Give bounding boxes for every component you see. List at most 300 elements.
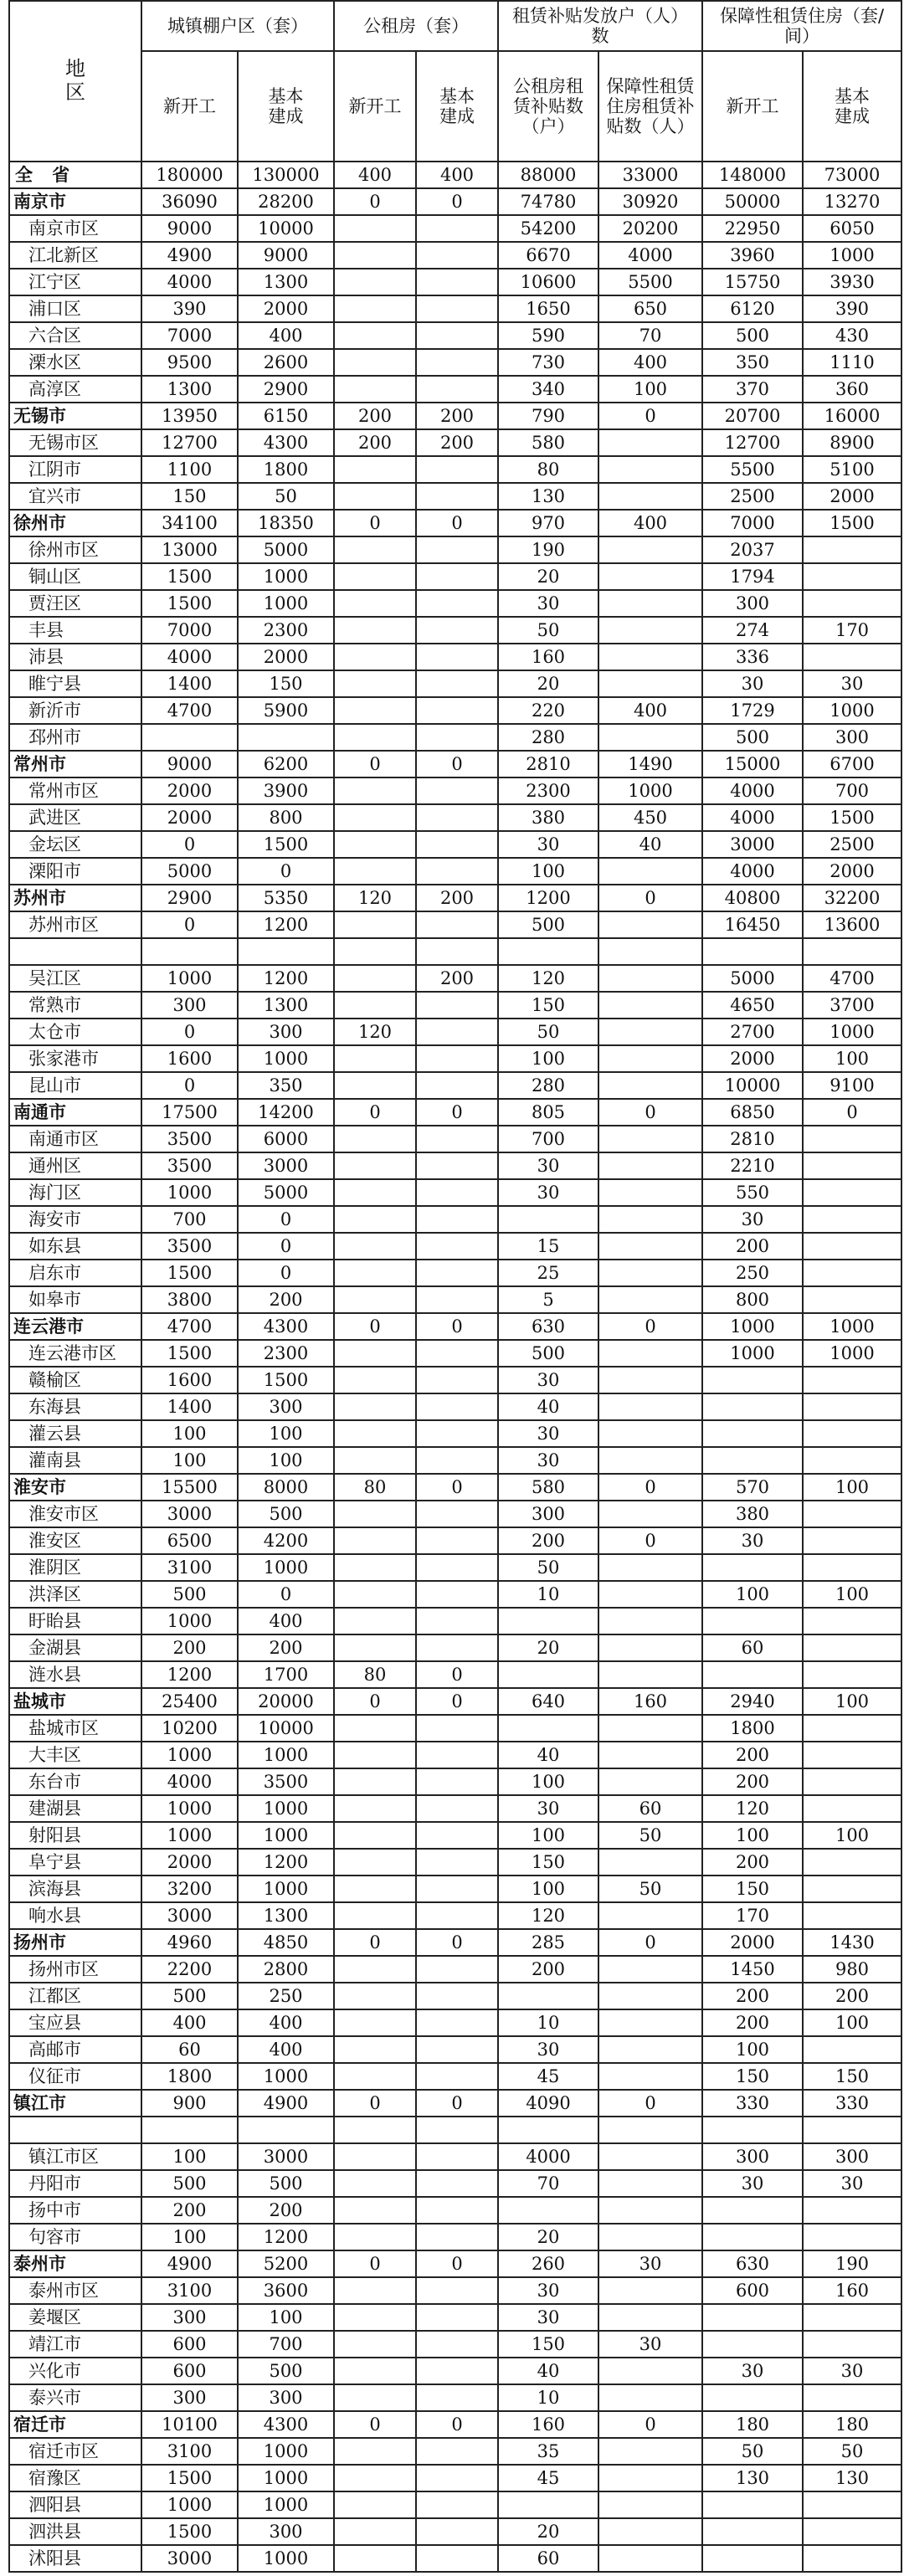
value-cell [334,1340,416,1367]
value-cell [416,2438,498,2465]
value-cell [334,1260,416,1286]
value-cell [702,2545,803,2572]
value-cell [416,1286,498,1313]
value-cell [334,1581,416,1608]
value-cell: 300 [238,2518,334,2545]
region-name-cell: 六合区 [9,322,141,349]
value-cell [416,617,498,644]
table-row [9,911,901,938]
value-cell: 50 [598,1876,702,1902]
value-cell: 1000 [803,697,901,724]
table-row [9,858,901,885]
value-cell: 88000 [498,162,598,188]
value-cell [334,2331,416,2358]
value-cell [598,2277,702,2304]
value-cell: 0 [416,751,498,777]
value-cell [334,1367,416,1393]
value-cell: 15000 [702,751,803,777]
value-cell: 150 [803,2063,901,2090]
region-name-cell: 吴江区 [9,965,141,992]
value-cell [416,1340,498,1367]
table-row [9,349,901,376]
value-cell: 0 [416,1661,498,1688]
value-cell: 380 [498,804,598,831]
value-cell [334,2384,416,2411]
value-cell [498,1661,598,1688]
value-cell: 150 [498,2331,598,2358]
region-name-cell: 赣榆区 [9,1367,141,1393]
value-cell: 1300 [141,376,238,403]
value-cell [416,2465,498,2491]
value-cell [803,1742,901,1768]
table-row [9,1956,901,1983]
value-cell [416,1983,498,2009]
value-cell [803,2384,901,2411]
value-cell [416,1822,498,1849]
value-cell: 5100 [803,456,901,483]
value-cell: 1000 [238,563,334,590]
value-cell [598,2143,702,2170]
value-cell: 500 [702,322,803,349]
table-row [9,295,901,322]
value-cell [803,1179,901,1206]
region-name-cell: 灌云县 [9,1420,141,1447]
value-cell [702,1554,803,1581]
table-row [9,322,901,349]
value-cell: 100 [803,1045,901,1072]
value-cell: 30 [498,2304,598,2331]
value-cell [598,1019,702,1045]
value-cell [334,965,416,992]
value-cell: 1600 [141,1367,238,1393]
value-cell: 2900 [238,376,334,403]
value-cell [334,644,416,670]
region-name-cell: 张家港市 [9,1045,141,1072]
value-cell: 300 [803,2143,901,2170]
value-cell [498,2197,598,2224]
table-row [9,2331,901,2358]
region-name-cell: 兴化市 [9,2358,141,2384]
value-cell [803,2518,901,2545]
region-name-cell: 东台市 [9,1768,141,1795]
value-cell: 630 [702,2250,803,2277]
table-row [9,2224,901,2250]
region-name-cell: 溧水区 [9,349,141,376]
value-cell: 285 [498,1929,598,1956]
value-cell: 190 [498,536,598,563]
value-cell: 4900 [141,242,238,269]
value-cell: 150 [498,1849,598,1876]
table-row [9,1902,901,1929]
value-cell [141,724,238,751]
value-cell: 805 [498,1099,598,1126]
value-cell [598,2170,702,2197]
value-cell [803,1608,901,1634]
value-cell [334,483,416,510]
table-row-city [9,1688,901,1715]
value-cell: 3000 [141,1902,238,1929]
value-cell [598,1420,702,1447]
table-row [9,2491,901,2518]
value-cell [334,1045,416,1072]
value-cell: 30 [498,1447,598,1474]
value-cell [334,1715,416,1742]
value-cell [803,1902,901,1929]
region-name-cell: 铜山区 [9,563,141,590]
value-cell: 300 [498,1501,598,1527]
value-cell [416,2036,498,2063]
value-cell: 80 [334,1661,416,1688]
value-cell: 60 [598,1795,702,1822]
value-cell: 300 [238,2384,334,2411]
value-cell [416,2143,498,2170]
value-cell [598,1072,702,1099]
value-cell [803,563,901,590]
value-cell: 200 [141,1634,238,1661]
value-cell [334,724,416,751]
value-cell [598,1045,702,1072]
table-row [9,2465,901,2491]
value-cell: 4000 [702,804,803,831]
value-cell: 45 [498,2465,598,2491]
value-cell: 10100 [141,2411,238,2438]
value-cell: 200 [238,2197,334,2224]
value-cell: 570 [702,1474,803,1501]
value-cell: 4200 [238,1527,334,1554]
value-cell: 0 [416,2090,498,2117]
value-cell: 190 [803,2250,901,2277]
value-cell: 100 [803,1822,901,1849]
region-name-cell: 启东市 [9,1260,141,1286]
value-cell [598,1634,702,1661]
value-cell: 3000 [238,2143,334,2170]
value-cell: 0 [416,1474,498,1501]
value-cell: 0 [334,188,416,215]
table-row-city [9,2090,901,2117]
value-cell [416,242,498,269]
value-cell: 400 [238,2036,334,2063]
value-cell: 1500 [141,1340,238,1367]
value-cell: 5000 [238,1179,334,1206]
value-cell [334,2491,416,2518]
region-name-cell: 东海县 [9,1393,141,1420]
table-row [9,2197,901,2224]
value-cell [803,644,901,670]
table-row [9,1768,901,1795]
region-name-cell: 浦口区 [9,295,141,322]
value-cell [416,1206,498,1233]
value-cell: 1729 [702,697,803,724]
value-cell: 1000 [238,2545,334,2572]
value-cell: 400 [334,162,416,188]
region-name-cell: 宝应县 [9,2009,141,2036]
value-cell: 180 [803,2411,901,2438]
value-cell: 5000 [702,965,803,992]
value-cell: 3930 [803,269,901,295]
value-cell [598,2438,702,2465]
value-cell [598,1340,702,1367]
value-cell: 50 [238,483,334,510]
region-name-cell: 扬州市 [9,1929,141,1956]
value-cell [416,590,498,617]
value-cell: 400 [598,510,702,536]
value-cell [416,1126,498,1152]
value-cell [334,1072,416,1099]
value-cell: 2700 [702,1019,803,1045]
region-name-cell: 沭阳县 [9,2545,141,2572]
value-cell: 3100 [141,1554,238,1581]
header-basic-complete-1: 基本建成 [238,51,334,162]
region-name-cell: 如皋市 [9,1286,141,1313]
value-cell: 4700 [141,697,238,724]
value-cell: 1000 [238,1795,334,1822]
region-name-cell: 江北新区 [9,242,141,269]
value-cell [416,992,498,1019]
value-cell: 30 [498,1420,598,1447]
value-cell: 5000 [238,536,334,563]
value-cell: 100 [238,1447,334,1474]
value-cell: 6000 [238,1126,334,1152]
value-cell: 0 [334,1929,416,1956]
value-cell: 1000 [803,1019,901,1045]
value-cell: 25400 [141,1688,238,1715]
table-row [9,1260,901,1286]
table-row [9,1742,901,1768]
header-basic-complete-3: 基本建成 [803,51,901,162]
value-cell [416,1795,498,1822]
region-name-cell: 连云港市区 [9,1340,141,1367]
value-cell [416,2117,498,2143]
value-cell: 10 [498,1581,598,1608]
value-cell [598,2224,702,2250]
value-cell [334,295,416,322]
value-cell [598,1715,702,1742]
value-cell: 120 [334,1019,416,1045]
value-cell [416,2224,498,2250]
value-cell [416,2491,498,2518]
value-cell [334,2438,416,2465]
value-cell: 3500 [141,1233,238,1260]
table-row [9,1447,901,1474]
value-cell: 0 [598,403,702,429]
value-cell: 7000 [702,510,803,536]
table-row [9,1045,901,1072]
value-cell: 160 [803,2277,901,2304]
value-cell [416,2277,498,2304]
table-row [9,644,901,670]
region-name-cell: 盐城市区 [9,1715,141,1742]
value-cell: 4300 [238,2411,334,2438]
value-cell [334,269,416,295]
value-cell: 1000 [238,590,334,617]
value-cell [416,376,498,403]
value-cell: 1794 [702,563,803,590]
value-cell: 600 [141,2331,238,2358]
value-cell: 800 [702,1286,803,1313]
value-cell: 0 [334,1313,416,1340]
region-name-cell: 大丰区 [9,1742,141,1768]
value-cell: 120 [498,1902,598,1929]
region-name-cell: 常州市区 [9,777,141,804]
value-cell [598,2518,702,2545]
value-cell: 130 [498,483,598,510]
value-cell: 1500 [238,1367,334,1393]
table-row-city [9,1313,901,1340]
table-row [9,2518,901,2545]
value-cell: 300 [702,590,803,617]
value-cell: 200 [416,403,498,429]
value-cell: 4000 [141,644,238,670]
value-cell: 430 [803,322,901,349]
table-row-city [9,510,901,536]
value-cell [416,804,498,831]
value-cell: 30 [803,670,901,697]
value-cell: 15500 [141,1474,238,1501]
value-cell [334,2143,416,2170]
value-cell [334,1742,416,1768]
value-cell [334,242,416,269]
value-cell [334,2009,416,2036]
value-cell: 160 [598,1688,702,1715]
value-cell: 60 [141,2036,238,2063]
value-cell: 7000 [141,617,238,644]
value-cell: 0 [238,1581,334,1608]
value-cell: 1000 [702,1340,803,1367]
region-name-cell: 淮安市区 [9,1501,141,1527]
value-cell [598,1768,702,1795]
value-cell [416,2170,498,2197]
value-cell [702,1420,803,1447]
value-cell [803,1286,901,1313]
value-cell: 340 [498,376,598,403]
table-row [9,2117,901,2143]
value-cell: 6670 [498,242,598,269]
region-name-cell: 苏州市区 [9,911,141,938]
value-cell: 1000 [141,1742,238,1768]
value-cell: 6050 [803,215,901,242]
value-cell: 4960 [141,1929,238,1956]
value-cell [498,2491,598,2518]
value-cell: 400 [238,2009,334,2036]
value-cell [334,1634,416,1661]
value-cell: 0 [598,2090,702,2117]
value-cell: 14200 [238,1099,334,1126]
value-cell: 3900 [238,777,334,804]
value-cell [334,1286,416,1313]
value-cell: 2000 [238,295,334,322]
value-cell: 500 [238,2358,334,2384]
table-row [9,670,901,697]
value-cell: 4700 [141,1313,238,1340]
value-cell: 10000 [702,1072,803,1099]
value-cell: 400 [598,697,702,724]
value-cell: 120 [498,965,598,992]
value-cell [334,670,416,697]
value-cell [416,295,498,322]
value-cell: 30 [598,2331,702,2358]
value-cell: 9000 [141,751,238,777]
value-cell [334,2063,416,2090]
value-cell [141,938,238,965]
value-cell [238,2117,334,2143]
value-cell: 590 [498,322,598,349]
value-cell [598,2117,702,2143]
value-cell [334,2358,416,2384]
value-cell [803,2117,901,2143]
value-cell: 8900 [803,429,901,456]
value-cell: 1300 [238,269,334,295]
value-cell: 130000 [238,162,334,188]
region-name-cell: 金湖县 [9,1634,141,1661]
value-cell [416,215,498,242]
table-row [9,269,901,295]
value-cell: 148000 [702,162,803,188]
value-cell: 500 [141,2170,238,2197]
region-name-cell: 姜堰区 [9,2304,141,2331]
value-cell: 3600 [238,2277,334,2304]
value-cell: 2200 [141,1956,238,1983]
region-name-cell: 泗洪县 [9,2518,141,2545]
value-cell [598,858,702,885]
value-cell [598,1983,702,2009]
table-row [9,2545,901,2572]
region-name-cell: 丰县 [9,617,141,644]
value-cell: 600 [141,2358,238,2384]
value-cell: 220 [498,697,598,724]
value-cell: 1000 [238,2063,334,2090]
value-cell [334,536,416,563]
value-cell: 35 [498,2438,598,2465]
value-cell [598,1286,702,1313]
value-cell [598,2384,702,2411]
value-cell [702,2518,803,2545]
value-cell: 2000 [702,1929,803,1956]
value-cell [334,456,416,483]
region-name-cell: 泰兴市 [9,2384,141,2411]
header-public-rental-subsidy: 公租房租赁补贴数（户） [498,51,598,162]
header-new-start-2: 新开工 [334,51,416,162]
value-cell: 20 [498,670,598,697]
value-cell: 200 [416,965,498,992]
value-cell: 390 [803,295,901,322]
value-cell: 1110 [803,349,901,376]
value-cell: 1000 [238,1742,334,1768]
value-cell: 9000 [238,242,334,269]
value-cell: 180 [702,2411,803,2438]
value-cell: 2300 [498,777,598,804]
value-cell [702,1447,803,1474]
value-cell: 50 [498,1019,598,1045]
value-cell [416,1179,498,1206]
value-cell [598,2197,702,2224]
value-cell: 500 [238,1501,334,1527]
value-cell [803,1393,901,1420]
table-row [9,1393,901,1420]
value-cell: 630 [498,1313,598,1340]
value-cell: 580 [498,429,598,456]
value-cell: 274 [702,617,803,644]
value-cell: 1600 [141,1045,238,1072]
header-new-start-3: 新开工 [702,51,803,162]
value-cell: 100 [141,1447,238,1474]
value-cell: 40800 [702,885,803,911]
value-cell [238,724,334,751]
value-cell [334,1902,416,1929]
value-cell [702,2331,803,2358]
value-cell [702,2224,803,2250]
value-cell: 1200 [238,911,334,938]
table-row [9,1822,901,1849]
